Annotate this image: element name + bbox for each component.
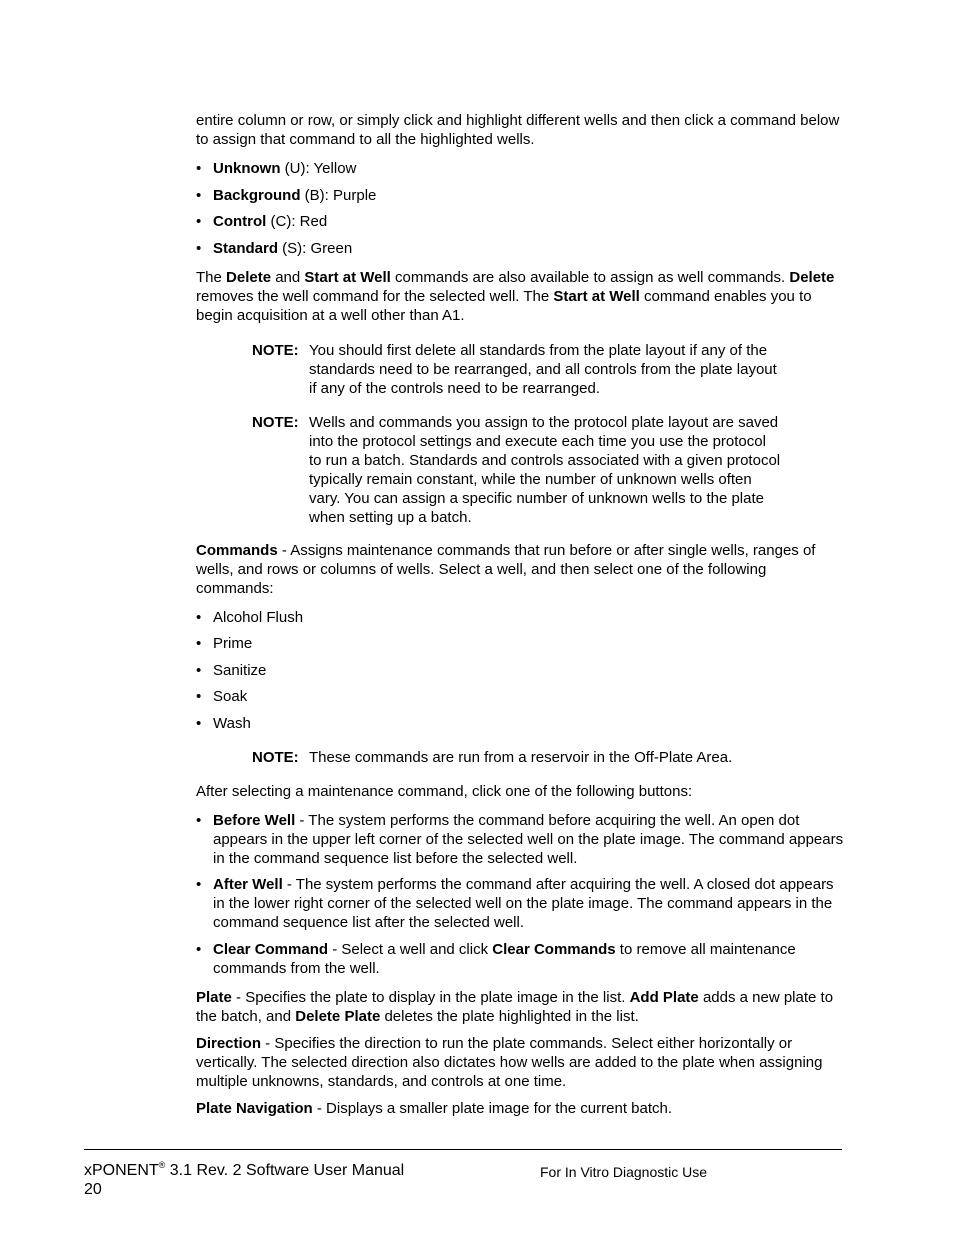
bullet-icon: • (196, 635, 202, 652)
list-item-before-well: • Before Well - The system performs the command before acquiring the well. An open dot appears in the upper left corner of the selected well on the plate image. The command appears in the command sequence list before the selected well. (196, 811, 844, 867)
note-text: These commands are run from a reservoir in the Off-Plate Area. (309, 748, 733, 766)
list-item: • Standard (S): Green (196, 239, 353, 257)
plate-paragraph: Plate - Specifies the plate to display in the plate image in the list. Add Plate adds a new plate to the batch, and Delete Plate deletes the plate highlighted in the list. (196, 988, 834, 1025)
commands-paragraph: Commands - Assigns maintenance commands that run before or after single wells, ranges of wells, and rows or columns of wells. Select a well, and then select one of the following commands: (196, 541, 816, 597)
list-item-after-well: • After Well - The system performs the command after acquiring the well. A closed dot appears in the lower right corner of the selected well on the plate image. The command appears in the command sequence list after the selected well. (196, 876, 834, 931)
bullet-icon: • (196, 239, 202, 257)
note-reservoir (252, 748, 782, 767)
bullet-icon: • (196, 661, 202, 679)
footer-title: xPONENT® 3.1 Rev. 2 Software User Manual (84, 1160, 405, 1179)
delete-start-paragraph: The Delete and Start at Well commands are also available to assign as well commands. Delete removes the well command for the selected well. The Start at Well command enables you to begin acquisition at a well other than A1. (196, 268, 835, 324)
bullet-icon: • (196, 213, 202, 230)
well-type-list (196, 159, 844, 258)
note-protocol-layout (252, 413, 782, 527)
note-label: NOTE: (252, 341, 299, 359)
footer-usage: For In Vitro Diagnostic Use (540, 1164, 708, 1180)
maintenance-command-list (196, 608, 844, 733)
page-body (196, 111, 844, 1128)
note-text: You should first delete all standards from the plate layout if any of the standards need to be rearranged, and all controls from the plate layout if any of the controls need to be rearranged. (309, 341, 777, 397)
list-item: • Control (C): Red (196, 213, 328, 230)
after-selecting-paragraph: After selecting a maintenance command, click one of the following buttons: (196, 782, 693, 800)
button-list (196, 811, 844, 978)
list-item: • Soak (196, 688, 248, 705)
bullet-icon: • (196, 688, 202, 705)
note-delete-standards (252, 341, 782, 398)
bullet-icon: • (196, 714, 202, 732)
intro-paragraph: entire column or row, or simply click and highlight different wells and then click a command below to assign that command to all the highlighted wells. (196, 112, 840, 148)
note-text: Wells and commands you assign to the protocol plate layout are saved into the protocol settings and execute each time you use the protocol to run a batch. Standards and controls associated with a given protocol typically remain constant, while the number of unknown wells often vary. You can assign a specific number of unknown wells to the plate when setting up a batch. (309, 413, 781, 526)
plate-navigation-paragraph: Plate Navigation - Displays a smaller plate image for the current batch. (196, 1099, 673, 1117)
list-item: • Sanitize (196, 661, 267, 679)
note-label: NOTE: (252, 748, 299, 766)
bullet-icon: • (196, 811, 202, 829)
list-item: • Unknown (U): Yellow (196, 160, 357, 177)
footer-manual-info (84, 1161, 404, 1199)
list-item: • Background (B): Purple (196, 186, 377, 204)
bullet-icon: • (196, 608, 202, 626)
bullet-icon: • (196, 186, 202, 204)
list-item: • Alcohol Flush (196, 608, 304, 626)
list-item-clear-command: • Clear Command - Select a well and click Clear Commands to remove all maintenance commands from the well. (196, 940, 796, 977)
note-label: NOTE: (252, 413, 299, 431)
page-number: 20 (84, 1181, 102, 1198)
bullet-icon: • (196, 160, 202, 177)
list-item: • Wash (196, 714, 251, 732)
footer-divider (84, 1149, 842, 1150)
list-item: • Prime (196, 635, 253, 652)
bullet-icon: • (196, 940, 202, 958)
direction-paragraph: Direction - Specifies the direction to run the plate commands. Select either horizontally or vertically. The selected direction also dictates how wells are added to the plate when assigning multiple unknowns, standards, and controls at one time. (196, 1034, 823, 1090)
bullet-icon: • (196, 876, 202, 893)
